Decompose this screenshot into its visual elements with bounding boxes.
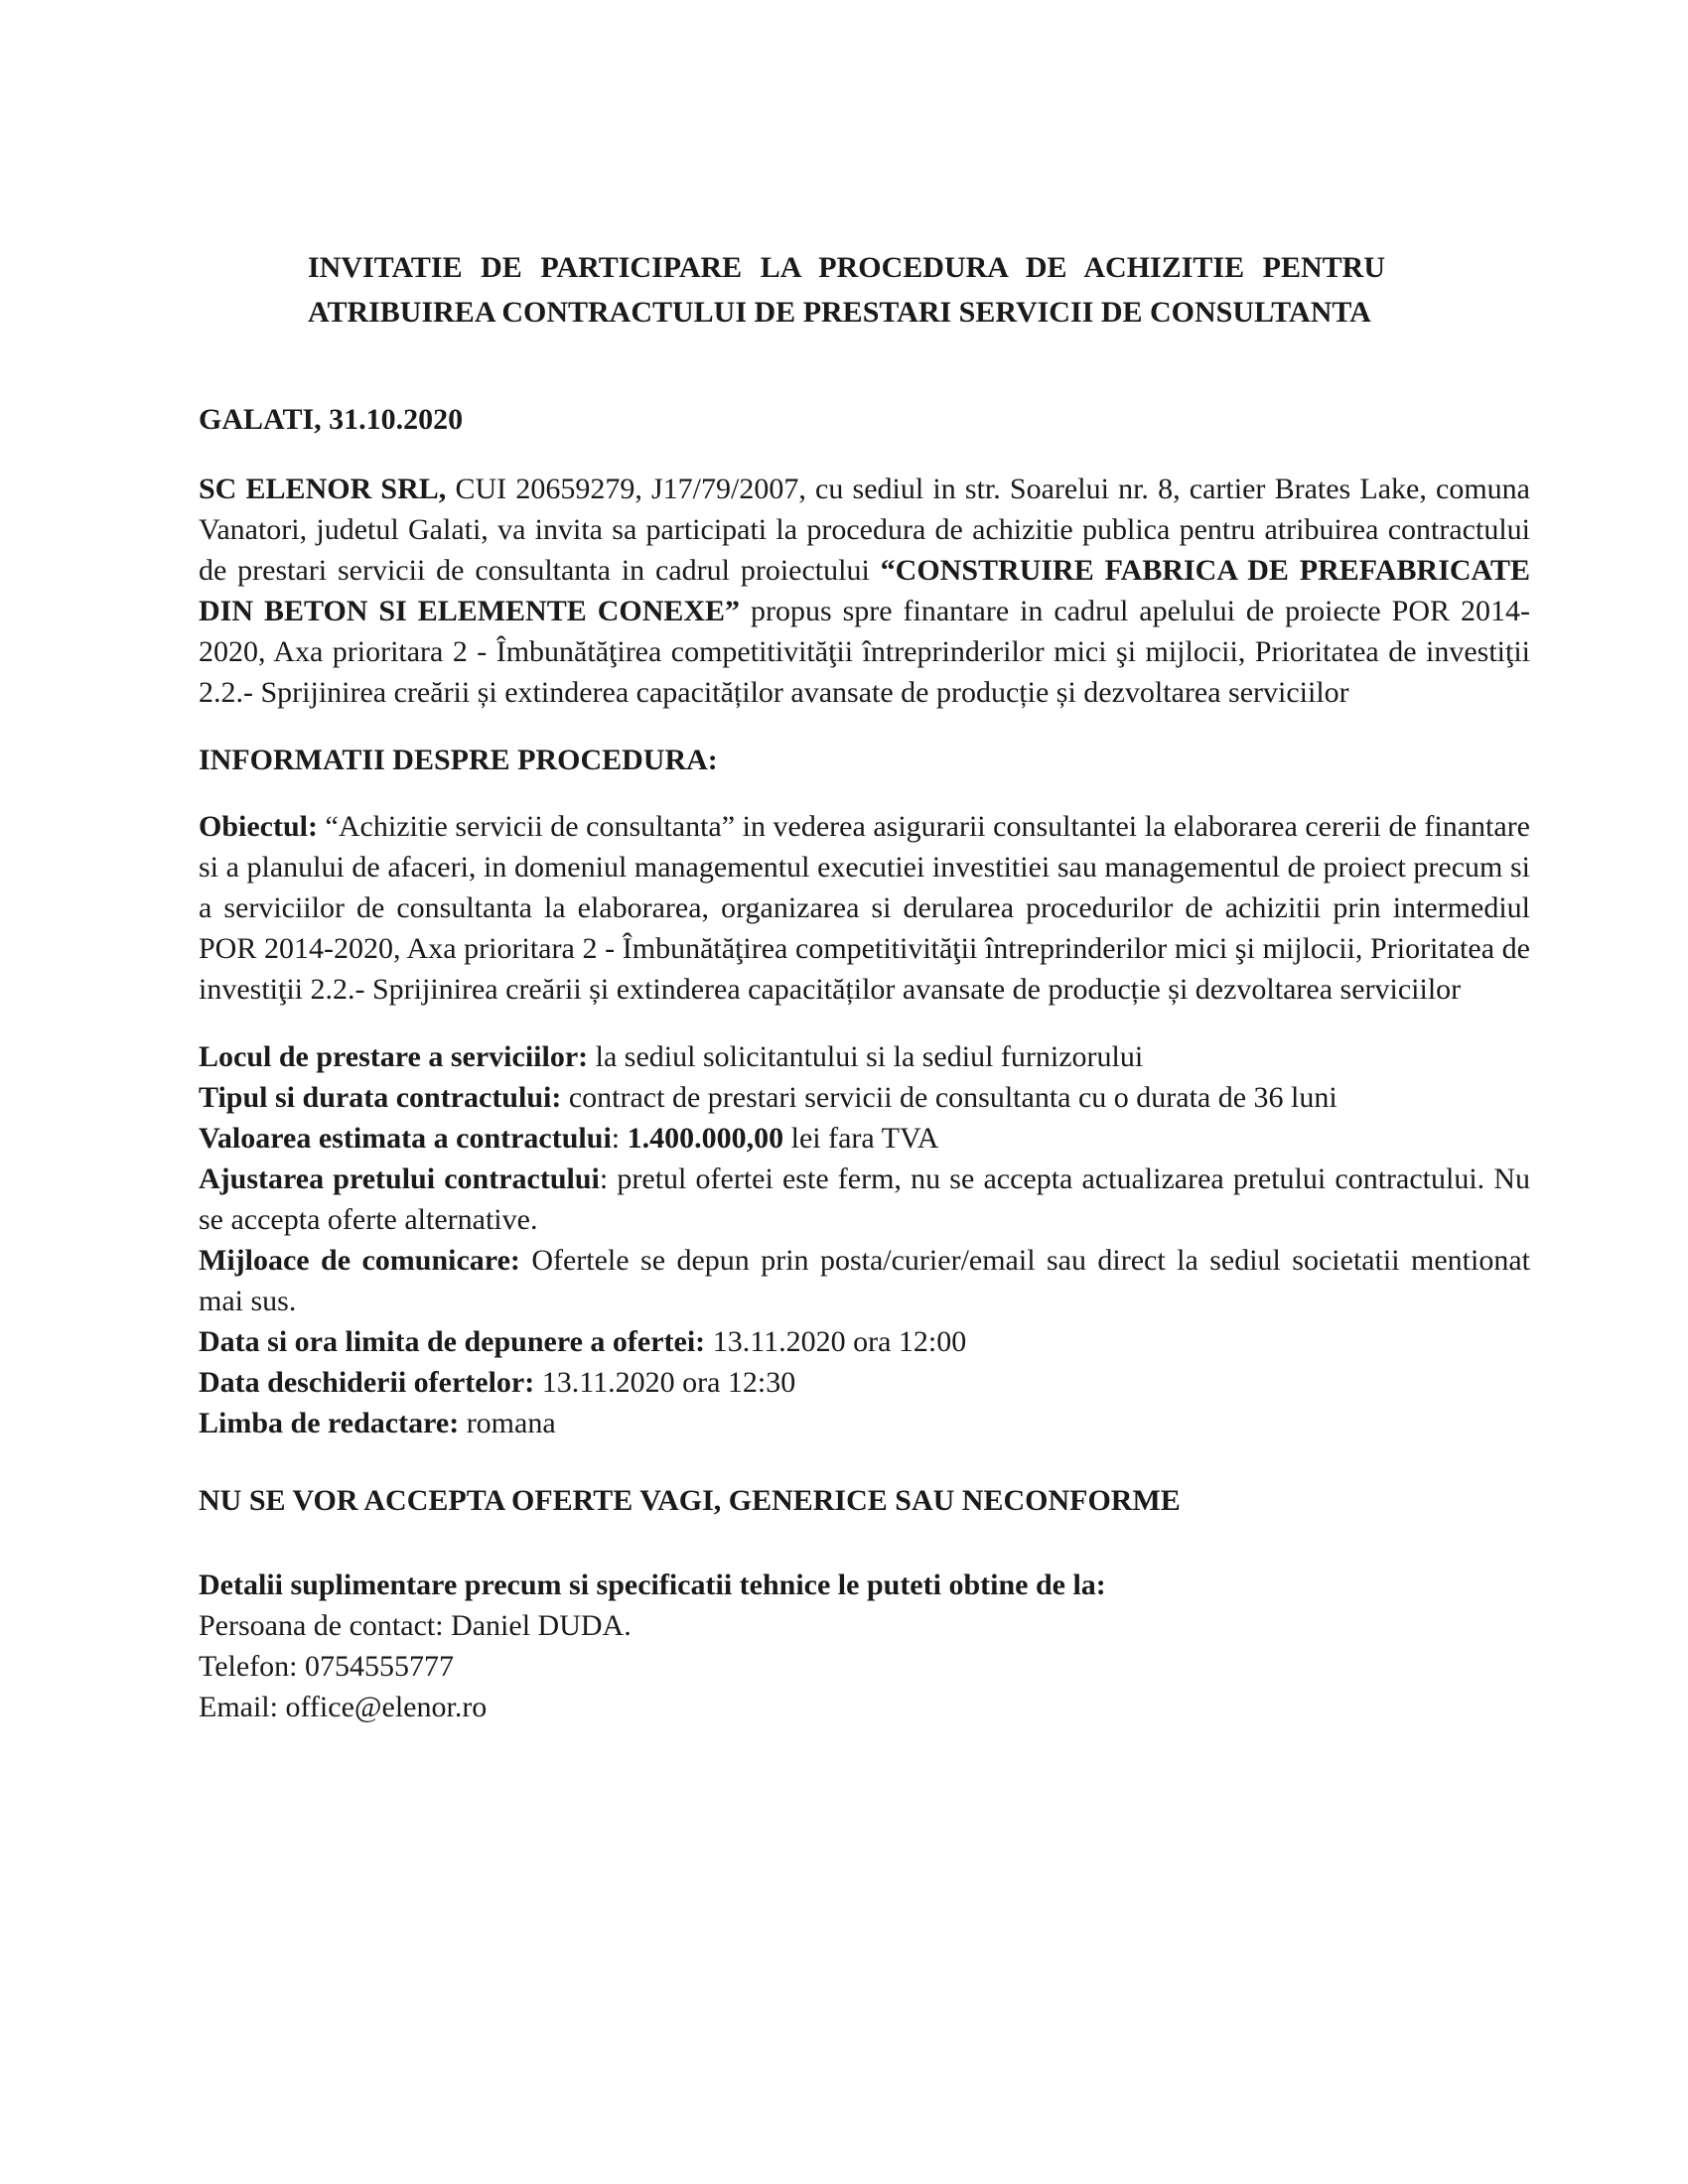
text-run: contract de prestari servicii de consultanta cu o durata de 36 luni — [561, 1081, 1337, 1114]
detail-line-communication-means — [199, 1240, 1530, 1321]
text-run: lei fara TVA — [783, 1122, 939, 1155]
text-run: Ofertele se depun prin posta/curier/email sau direct la sediul societatii mentionat mai sus. — [199, 1244, 1531, 1317]
date-line: GALATI, 31.10.2020 — [199, 403, 464, 436]
notice-line: NU SE VOR ACCEPTA OFERTE VAGI, GENERICE SAU NECONFORME — [199, 1484, 1181, 1517]
contact-phone-line: Telefon: 0754555777 — [199, 1650, 455, 1683]
intro-paragraph — [199, 469, 1530, 713]
bold-text-run: Limba de redactare: — [199, 1407, 460, 1439]
procedure-details — [199, 1036, 1530, 1443]
contact-heading: Detalii suplimentare precum si specificatii tehnice le puteti obtine de la: — [199, 1569, 1106, 1601]
detail-line-submission-deadline — [199, 1321, 1530, 1362]
bold-text-run: SC ELENOR SRL, — [199, 473, 447, 505]
section-heading: INFORMATII DESPRE PROCEDURA: — [199, 744, 718, 776]
object-paragraph — [199, 806, 1530, 1010]
text-run: 13.11.2020 ora 12:00 — [705, 1325, 967, 1358]
text-run: CUI 20659279, J17/79/2007, cu sediul in str. Soarelui nr. 8, cartier Brates Lake, comuna Vanatori, judetul Galati, va invita sa participati la procedura de achizitie publica pentru atribuirea contractului de prestari servicii de consultanta in cadrul proiectului — [199, 473, 1530, 587]
bold-text-run: Locul de prestare a serviciilor: — [199, 1040, 589, 1073]
text-run: 13.11.2020 ora 12:30 — [534, 1366, 796, 1399]
detail-line-price-adjustment — [199, 1159, 1530, 1240]
detail-line-estimated-value — [199, 1118, 1530, 1159]
bold-text-run: Data si ora limita de depunere a ofertei: — [199, 1325, 706, 1358]
text-run: : pretul ofertei este ferm, nu se accepta actualizarea pretului contractului. Nu se accepta oferte alternative. — [199, 1162, 1530, 1236]
text-run: propus spre finantare in cadrul apelului de proiecte POR 2014-2020, Axa prioritara 2 - Îmbunătăţirea competitivităţii întreprinderilor mici şi mijlocii, Prioritatea de investiţii 2.2.- Sprijinirea creării și extinderea capacităților avansate de producție și dezvoltarea serviciilor — [199, 595, 1530, 709]
detail-line-contract-type-duration — [199, 1077, 1530, 1118]
bold-text-run: “CONSTRUIRE FABRICA DE PREFABRICATE DIN BETON SI ELEMENTE CONEXE” — [199, 554, 1530, 627]
document-title-line-1: INVITATIE DE PARTICIPARE LA PROCEDURA DE ACHIZITIE PENTRU — [308, 251, 1385, 284]
bold-text-run: 1.400.000,00 — [627, 1122, 784, 1155]
contact-person-line: Persoana de contact: Daniel DUDA. — [199, 1609, 632, 1642]
contact-email-line: Email: office@elenor.ro — [199, 1691, 488, 1723]
bold-text-run: Tipul si durata contractului: — [199, 1081, 562, 1114]
bold-text-run: Valoarea estimata a contractului — [199, 1122, 612, 1155]
detail-line-opening-date — [199, 1362, 1530, 1403]
bold-text-run: Data deschiderii ofertelor: — [199, 1366, 535, 1399]
bold-text-run: Ajustarea pretului contractului — [199, 1162, 600, 1195]
contact-block — [199, 1565, 1530, 1727]
detail-line-location — [199, 1036, 1530, 1077]
bold-text-run: Obiectul: — [199, 810, 318, 843]
text-run: : — [611, 1122, 628, 1155]
text-run: romana — [459, 1407, 556, 1439]
detail-line-language — [199, 1403, 1530, 1443]
document-content — [199, 245, 1530, 1727]
text-run: la sediul solicitantului si la sediul furnizorului — [588, 1040, 1144, 1073]
document-title — [308, 245, 1385, 335]
document-title-line-2: ATRIBUIREA CONTRACTULUI DE PRESTARI SERVICII DE CONSULTANTA — [308, 296, 1371, 329]
text-run: “Achizitie servicii de consultanta” in vederea asigurarii consultantei la elaborarea cererii de finantare si a planului de afaceri, in domeniul managementul executiei investitiei sau managementul de proiect precum si a serviciilor de consultanta la elaborarea, organizarea si derularea procedurilor de achizitii prin intermediul POR 2014-2020, Axa prioritara 2 - Îmbunătăţirea competitivităţii întreprinderilor mici şi mijlocii, Prioritatea de investiţii 2.2.- Sprijinirea creării și extinderea capacităților avansate de producție și dezvoltarea serviciilor — [199, 810, 1530, 1006]
bold-text-run: Mijloace de comunicare: — [199, 1244, 520, 1277]
